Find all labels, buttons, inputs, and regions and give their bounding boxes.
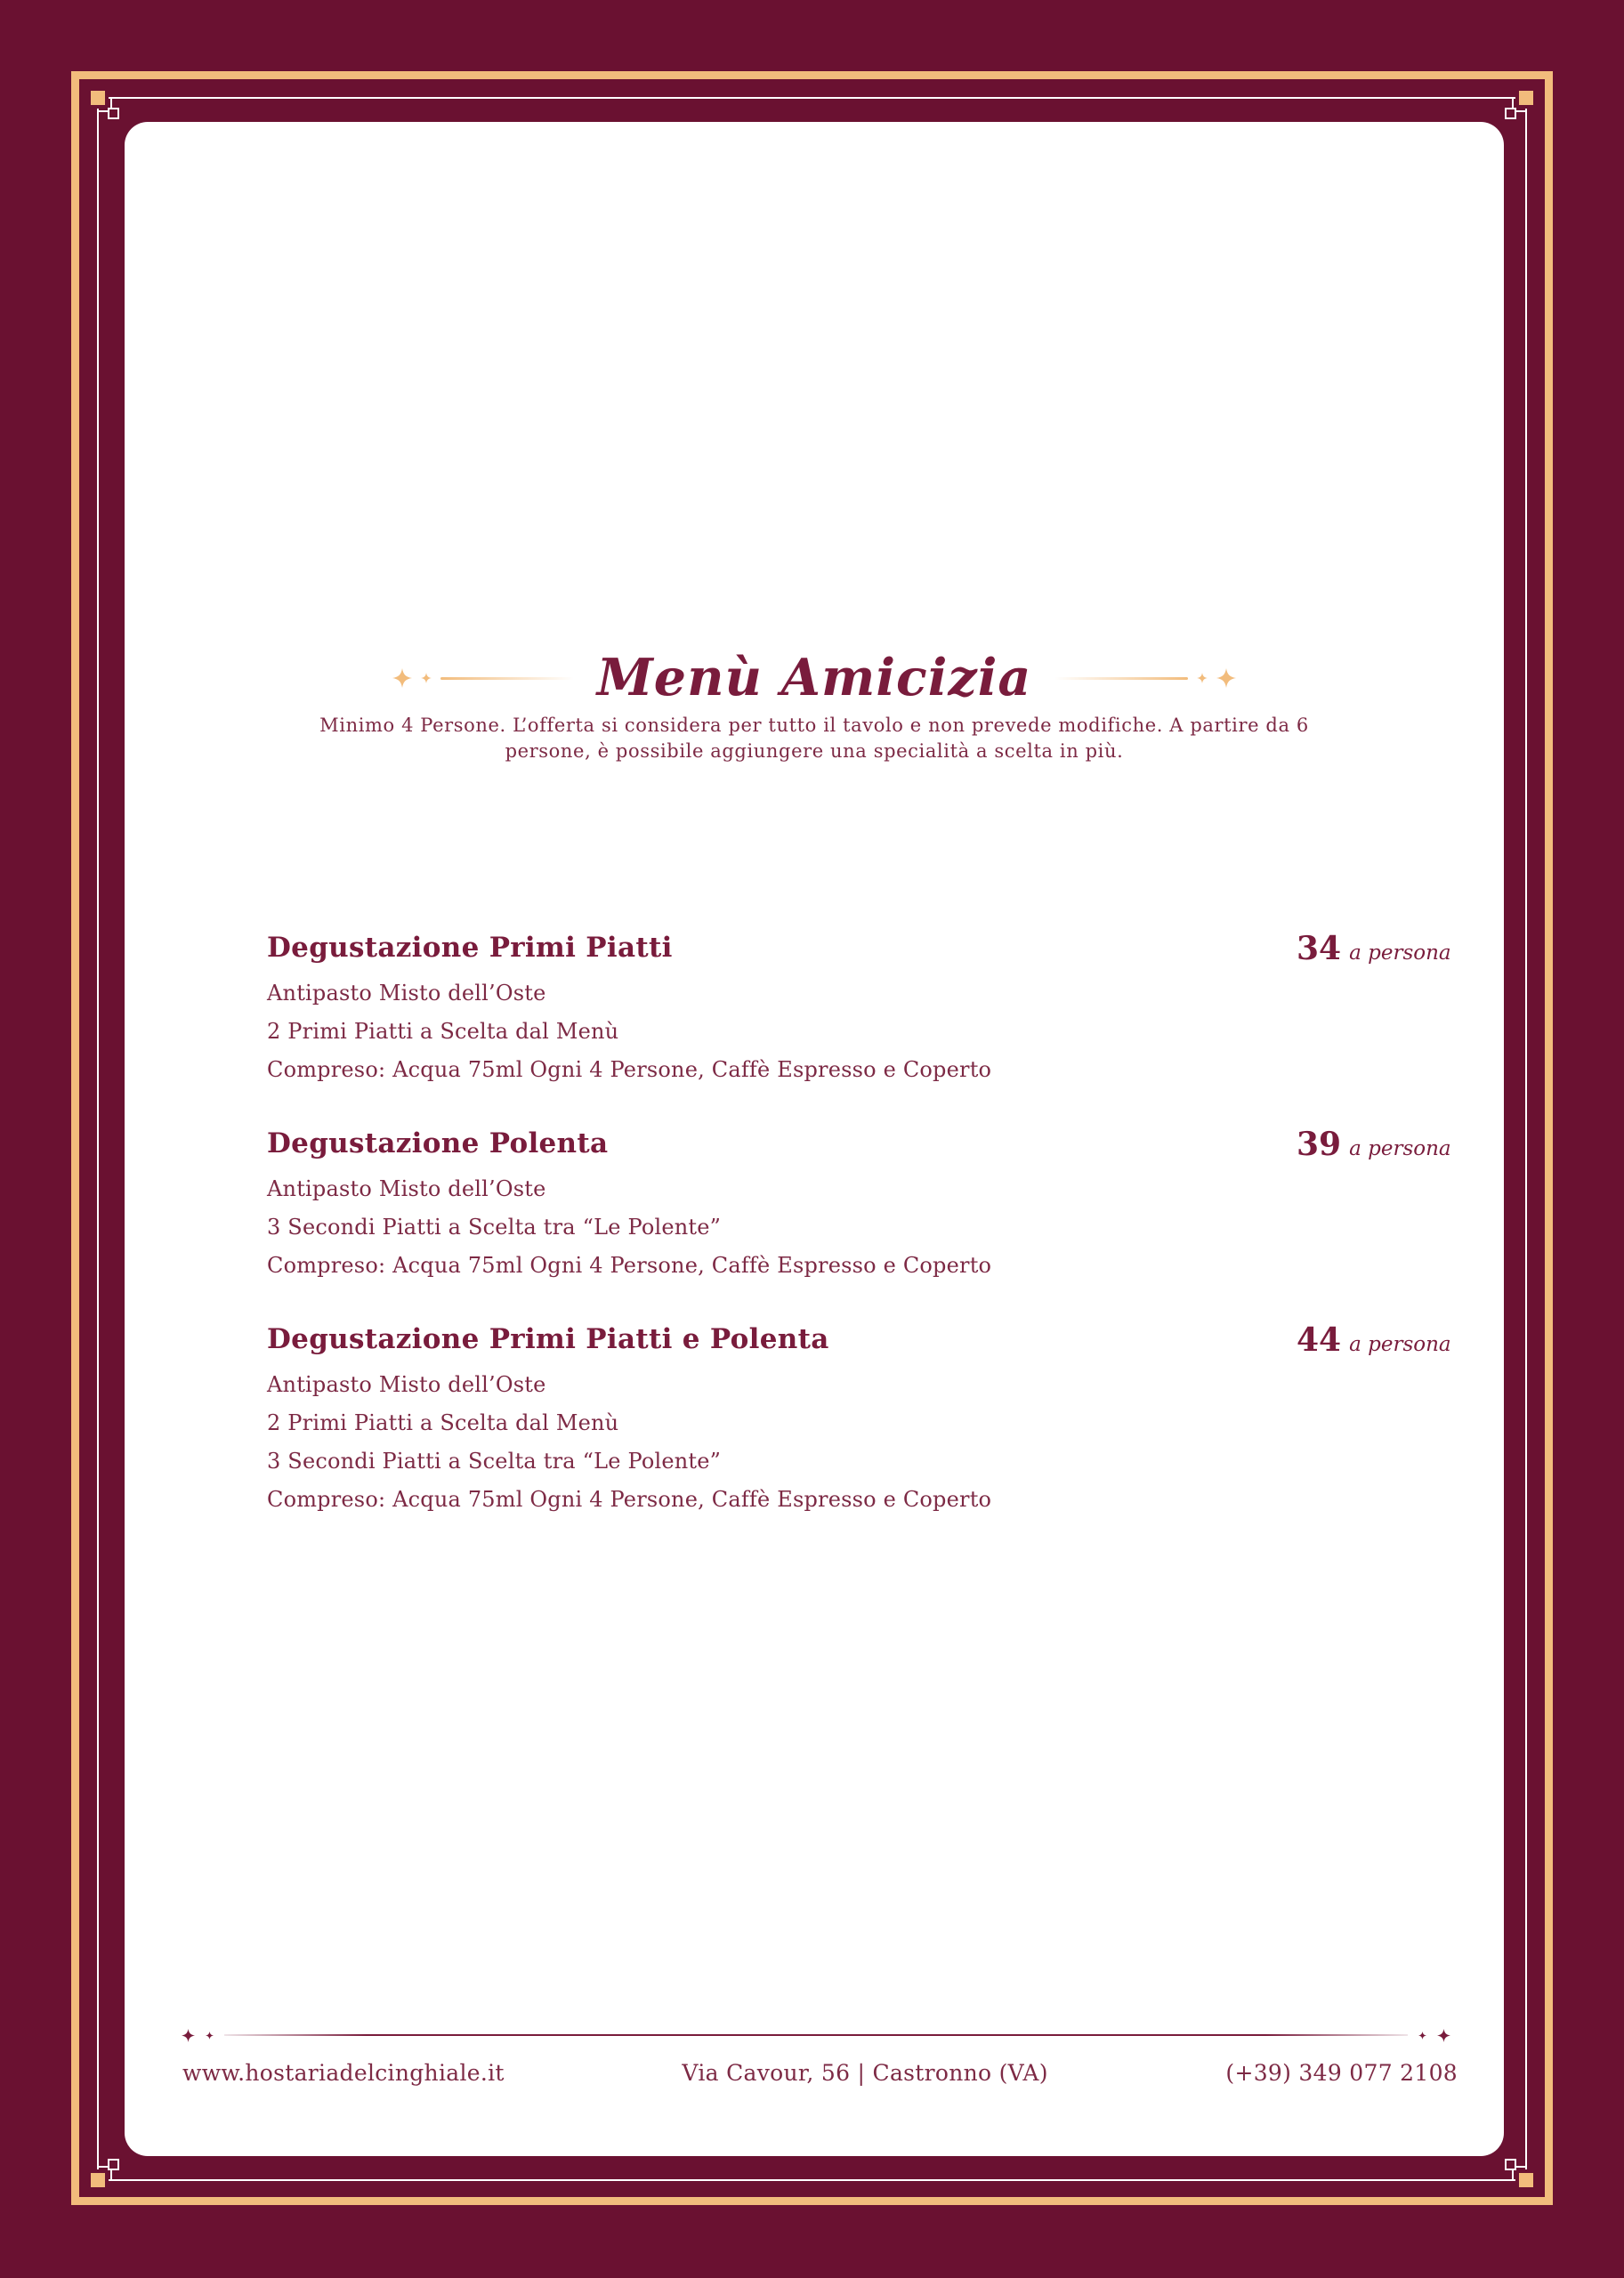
menu-item-title: Degustazione Polenta <box>267 1127 609 1159</box>
sparkle-icon <box>1197 673 1208 683</box>
corner-small-square <box>108 2159 119 2170</box>
menu-item-line: 3 Secondi Piatti a Scelta tra “Le Polente” <box>267 1215 722 1240</box>
corner-gold-square <box>91 2173 105 2187</box>
title-right-ornament <box>1054 668 1236 688</box>
menu-item-price <box>1297 1321 1451 1359</box>
menu-subtitle <box>125 713 1504 764</box>
sparkle-icon <box>182 2029 195 2042</box>
menu-subtitle-line: Minimo 4 Persone. L’offerta si considera per tutto il tavolo e non prevede modifiche. A partire da 6 <box>319 715 1309 736</box>
menu-item-line: Antipasto Misto dell’Oste <box>267 1372 546 1397</box>
menu-item-price <box>1297 930 1451 967</box>
sparkle-icon <box>206 2032 214 2040</box>
price-unit: a persona <box>1349 1333 1451 1356</box>
menu-item-title: Degustazione Primi Piatti e Polenta <box>267 1323 829 1355</box>
menu-header <box>125 647 1504 764</box>
divider-line <box>224 2034 1408 2036</box>
footer-address: Via Cavour, 56 | Castronno (VA) <box>682 2060 1048 2086</box>
price-unit: a persona <box>1349 941 1451 965</box>
price-unit: a persona <box>1349 1137 1451 1160</box>
menu-item-degustazione-primi-piatti-e-polenta <box>267 1320 1468 1519</box>
corner-gold-square <box>1519 91 1533 105</box>
menu-item-line: Compreso: Acqua 75ml Ogni 4 Persone, Caffè Espresso e Coperto <box>267 1253 992 1278</box>
menu-card <box>125 122 1504 2156</box>
menu-item-title: Degustazione Primi Piatti <box>267 932 673 964</box>
footer-website: www.hostariadelcinghiale.it <box>182 2060 505 2086</box>
sparkle-icon <box>392 668 412 688</box>
menu-item-line: Compreso: Acqua 75ml Ogni 4 Persone, Caffè Espresso e Coperto <box>267 1057 992 1082</box>
footer-divider <box>182 2027 1450 2043</box>
corner-small-square <box>108 108 119 119</box>
sparkle-icon <box>1216 668 1236 688</box>
price-value: 34 <box>1297 930 1342 967</box>
page-title: Menù Amicizia <box>596 648 1032 707</box>
menu-item-line: 2 Primi Piatti a Scelta dal Menù <box>267 1019 619 1044</box>
footer <box>182 2058 1458 2088</box>
sparkle-icon <box>1418 2032 1426 2040</box>
corner-gold-square <box>91 91 105 105</box>
menu-item-line: 2 Primi Piatti a Scelta dal Menù <box>267 1410 619 1435</box>
price-value: 39 <box>1297 1126 1342 1163</box>
menu-item-price <box>1297 1126 1451 1163</box>
menu-item-line: Compreso: Acqua 75ml Ogni 4 Persone, Caffè Espresso e Coperto <box>267 1487 992 1512</box>
footer-phone: (+39) 349 077 2108 <box>1225 2060 1458 2086</box>
corner-small-square <box>1505 2159 1516 2170</box>
sparkle-icon <box>421 673 432 683</box>
menu-subtitle-line: persone, è possibile aggiungere una specialità a scelta in più. <box>505 740 1124 762</box>
menu-item-degustazione-polenta <box>267 1124 1468 1285</box>
menu-item-degustazione-primi-piatti <box>267 928 1468 1089</box>
price-value: 44 <box>1297 1321 1342 1359</box>
corner-gold-square <box>1519 2173 1533 2187</box>
menu-item-line: 3 Secondi Piatti a Scelta tra “Le Polente” <box>267 1449 722 1474</box>
sparkle-icon <box>1437 2029 1450 2042</box>
menu-item-line: Antipasto Misto dell’Oste <box>267 981 546 1006</box>
menu-sections <box>267 928 1468 1554</box>
ornament-line <box>440 677 574 680</box>
title-left-ornament <box>392 668 574 688</box>
ornament-line <box>1054 677 1188 680</box>
corner-small-square <box>1505 108 1516 119</box>
menu-item-line: Antipasto Misto dell’Oste <box>267 1176 546 1201</box>
